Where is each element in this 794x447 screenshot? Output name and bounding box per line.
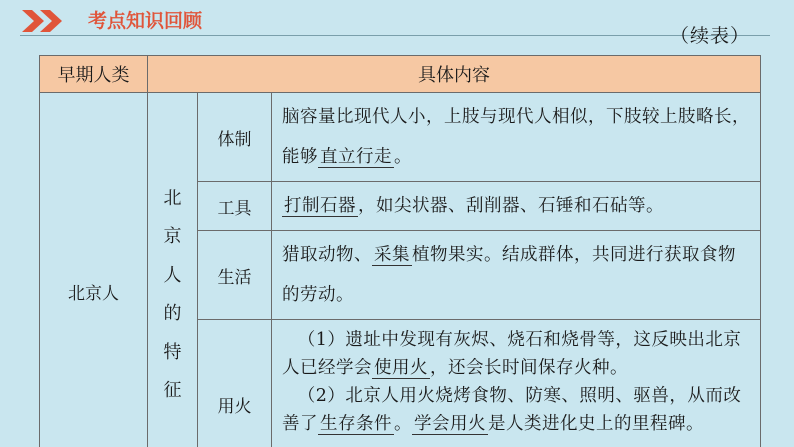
group-char: 的	[163, 303, 182, 324]
paragraph-1: （1）遗址中发现有灰烬、烧石和烧骨等，这反映出北京人已经学会 使用火 ，还会长时间保存火种。	[282, 330, 742, 378]
content-cell: 打制石器 ，如尖状器、刮削器、石锤和石砧等。	[272, 182, 761, 231]
table-row	[40, 93, 761, 182]
group-char: 京	[163, 226, 182, 247]
people-cell: 北京人	[40, 93, 148, 447]
header-divider	[20, 35, 770, 36]
answer-underline: 打制石器	[284, 196, 356, 216]
section-title: 考点知识回顾	[88, 10, 203, 32]
group-cell	[148, 93, 198, 447]
answer-underline: 生存条件	[320, 414, 392, 434]
beijing-man-table	[39, 55, 761, 447]
group-char: 人	[163, 264, 182, 286]
content-cell	[272, 320, 761, 447]
header-early-humans: 早期人类	[40, 56, 148, 93]
aspect-cell: 工具	[198, 182, 272, 231]
answer-underline: 学会用火	[414, 414, 486, 434]
answer-underline: 使用火	[374, 358, 428, 378]
group-char: 特	[163, 341, 182, 363]
continued-label: （续表）	[669, 25, 750, 47]
aspect-cell: 体制	[198, 93, 272, 182]
header-content: 具体内容	[148, 56, 761, 93]
content-cell: 猎取动物、 采集 植物果实。结成群体，共同进行获取食物的劳动。	[272, 231, 761, 320]
content-cell: 脑容量比现代人小，上肢与现代人相似，下肢较上肢略长，能够 直立行走 。	[272, 93, 761, 182]
group-char: 北	[163, 187, 182, 209]
double-chevron-right-icon	[22, 10, 76, 32]
answer-underline: 直立行走	[320, 147, 392, 167]
aspect-cell: 生活	[198, 231, 272, 320]
answer-underline: 采集	[374, 245, 410, 265]
group-char: 征	[163, 380, 182, 401]
aspect-cell: 用火	[198, 320, 272, 447]
table-header-row	[40, 56, 761, 93]
paragraph-2: （2）北京人用火烧烤食物、防寒、照明、驱兽，从而改善了 生存条件 。 学会用火 是人类进化史上的里程碑。	[282, 386, 742, 434]
